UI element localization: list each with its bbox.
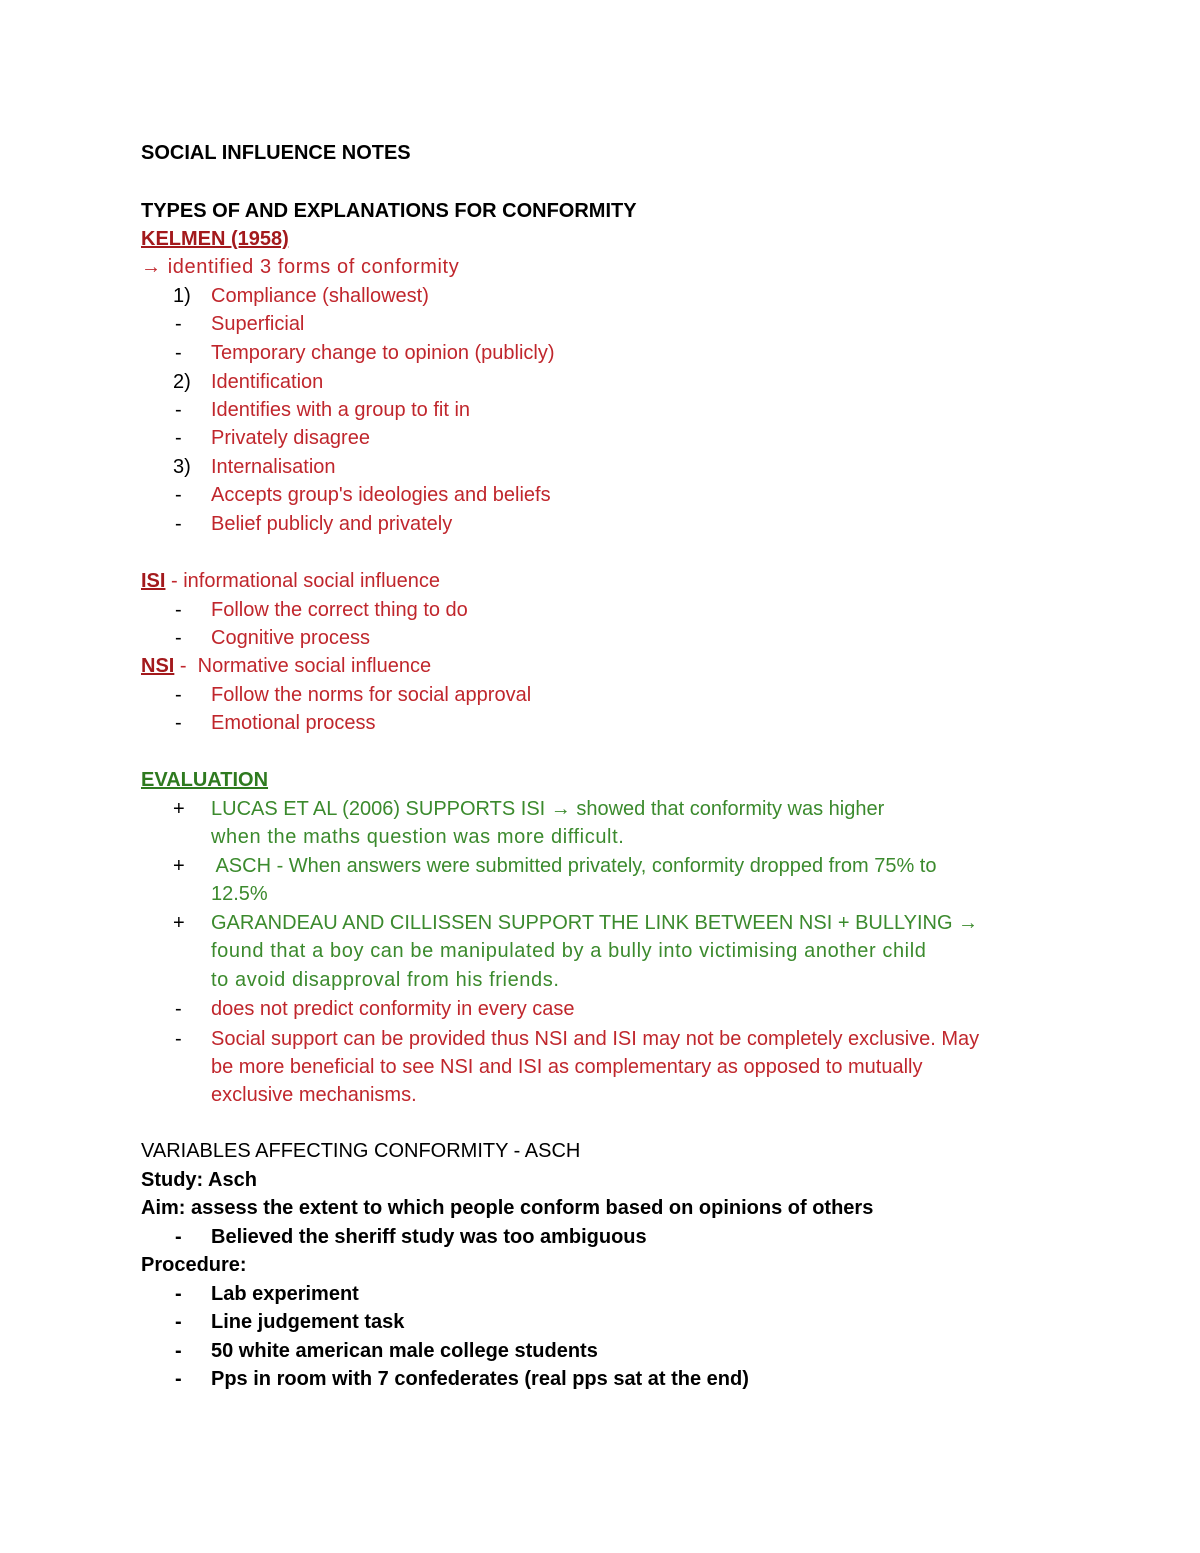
list-text: Identifies with a group to fit in bbox=[211, 399, 471, 421]
list-marker: + bbox=[173, 798, 185, 820]
list-marker: 1) bbox=[173, 285, 191, 307]
list-text: Cognitive process bbox=[211, 627, 370, 649]
list-marker: - bbox=[175, 399, 182, 421]
list-marker: - bbox=[175, 1283, 182, 1305]
evaluation-text-line: exclusive mechanisms. bbox=[211, 1084, 417, 1106]
list-marker: - bbox=[175, 998, 182, 1020]
list-marker: + bbox=[173, 855, 185, 877]
kelmen-heading: KELMEN (1958) bbox=[141, 228, 289, 250]
evaluation-text-line: GARANDEAU AND CILLISSEN SUPPORT THE LINK BETWEEN NSI + BULLYING → bbox=[211, 912, 979, 934]
evaluation-heading: EVALUATION bbox=[141, 769, 269, 791]
evaluation-text-line: to avoid disapproval from his friends. bbox=[211, 969, 560, 991]
list-marker: - bbox=[175, 1340, 182, 1362]
evaluation-text-line: 12.5% bbox=[211, 883, 268, 905]
list-text: Temporary change to opinion (publicly) bbox=[211, 342, 555, 364]
list-text: Emotional process bbox=[211, 712, 376, 734]
list-marker: + bbox=[173, 912, 185, 934]
list-text: Line judgement task bbox=[211, 1311, 405, 1333]
list-text: Identification bbox=[211, 371, 324, 393]
asch-study: Study: Asch bbox=[141, 1169, 257, 1191]
list-marker: - bbox=[175, 1028, 182, 1050]
nsi-description: - Normative social influence bbox=[174, 655, 432, 677]
evaluation-text-line: ASCH - When answers were submitted privately, conformity dropped from 75% to bbox=[211, 855, 937, 877]
list-marker: - bbox=[175, 427, 182, 449]
list-text: Follow the correct thing to do bbox=[211, 599, 468, 621]
kelmen-intro: → identified 3 forms of conformity bbox=[141, 256, 460, 278]
list-text: Internalisation bbox=[211, 456, 336, 478]
document-title: SOCIAL INFLUENCE NOTES bbox=[141, 142, 411, 164]
list-marker: - bbox=[175, 313, 182, 335]
asch-aim: Aim: assess the extent to which people conform based on opinions of others bbox=[141, 1197, 874, 1219]
list-marker: - bbox=[175, 712, 182, 734]
evaluation-text-line: Social support can be provided thus NSI and ISI may not be completely exclusive. May bbox=[211, 1028, 980, 1050]
list-marker: - bbox=[175, 1226, 182, 1248]
list-text: Privately disagree bbox=[211, 427, 370, 449]
list-marker: - bbox=[175, 484, 182, 506]
list-marker: - bbox=[175, 627, 182, 649]
list-text: Lab experiment bbox=[211, 1283, 359, 1305]
list-marker: 3) bbox=[173, 456, 191, 478]
isi-line bbox=[141, 567, 440, 595]
list-text: Follow the norms for social approval bbox=[211, 684, 532, 706]
asch-heading: VARIABLES AFFECTING CONFORMITY - ASCH bbox=[141, 1140, 581, 1162]
evaluation-text-line: LUCAS ET AL (2006) SUPPORTS ISI → showed that conformity was higher bbox=[211, 798, 885, 820]
evaluation-text-line: when the maths question was more difficult. bbox=[211, 826, 625, 848]
isi-description: - informational social influence bbox=[165, 570, 441, 592]
list-text: Accepts group's ideologies and beliefs bbox=[211, 484, 551, 506]
nsi-line bbox=[141, 652, 431, 680]
list-marker: - bbox=[175, 1368, 182, 1390]
procedure-label: Procedure: bbox=[141, 1254, 247, 1276]
list-text: 50 white american male college students bbox=[211, 1340, 598, 1362]
list-text: Believed the sheriff study was too ambiguous bbox=[211, 1226, 647, 1248]
evaluation-text-line: be more beneficial to see NSI and ISI as complementary as opposed to mutually bbox=[211, 1056, 923, 1078]
list-marker: - bbox=[175, 1311, 182, 1333]
list-marker: - bbox=[175, 342, 182, 364]
list-text: Superficial bbox=[211, 313, 305, 335]
evaluation-text-line: found that a boy can be manipulated by a bully into victimising another child bbox=[211, 940, 927, 962]
list-marker: - bbox=[175, 599, 182, 621]
evaluation-text-line: does not predict conformity in every case bbox=[211, 998, 575, 1020]
list-marker: 2) bbox=[173, 371, 191, 393]
list-marker: - bbox=[175, 513, 182, 535]
list-marker: - bbox=[175, 684, 182, 706]
list-text: Belief publicly and privately bbox=[211, 513, 453, 535]
isi-label: ISI bbox=[141, 570, 166, 592]
list-text: Compliance (shallowest) bbox=[211, 285, 429, 307]
section-heading-conformity: TYPES OF AND EXPLANATIONS FOR CONFORMITY bbox=[141, 200, 637, 222]
nsi-label: NSI bbox=[141, 655, 175, 677]
list-text: Pps in room with 7 confederates (real pps sat at the end) bbox=[211, 1368, 749, 1390]
